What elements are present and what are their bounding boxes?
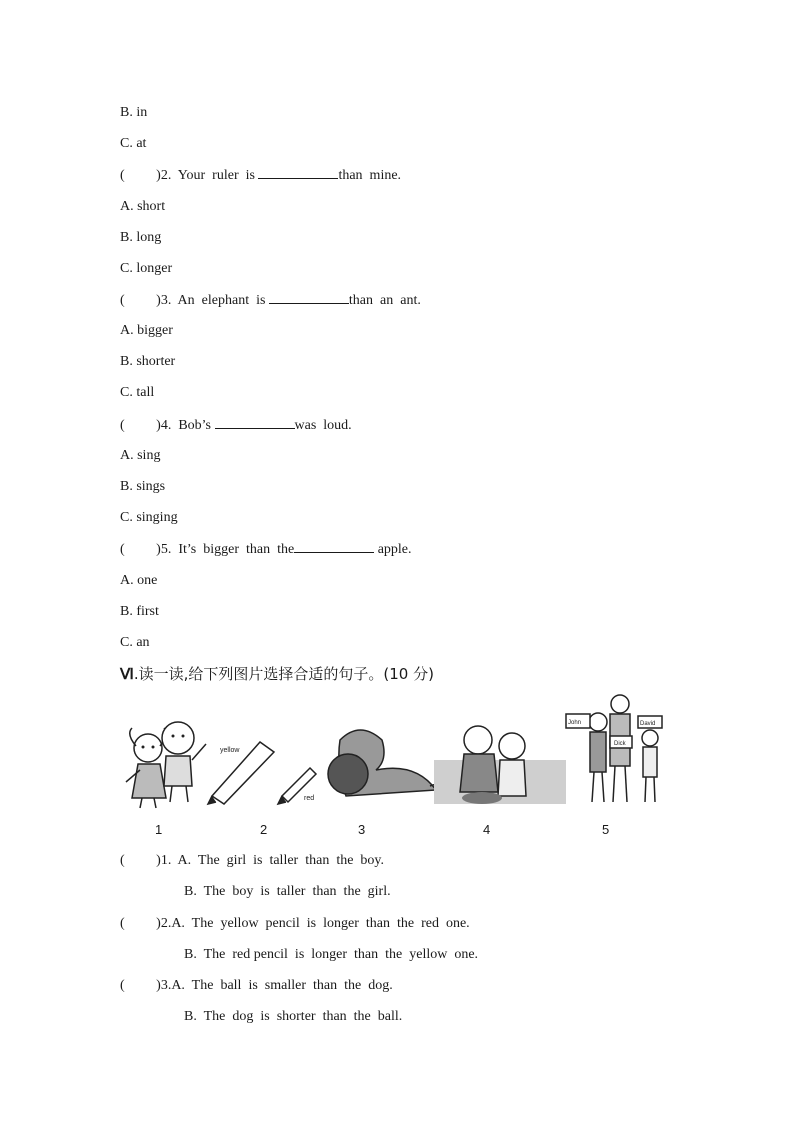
question-4 <box>120 416 352 435</box>
option-5b: B. first <box>120 604 159 619</box>
option-1b: B. in <box>120 105 148 120</box>
option-3a: A. bigger <box>120 323 173 338</box>
red-label: red <box>304 795 315 802</box>
dog-picture <box>328 730 450 796</box>
question-2 <box>120 166 401 185</box>
item-1-option-b: B. The boy is taller than the girl. <box>184 884 391 899</box>
david-label: David <box>640 721 656 727</box>
question-5-prefix: ( )5. It’s bigger than the <box>120 542 295 557</box>
option-5a: A. one <box>120 573 158 588</box>
question-4-suffix: was loud. <box>294 418 352 433</box>
question-3-suffix: than an ant. <box>348 293 421 308</box>
yellow-label: yellow <box>220 747 240 754</box>
picture-number: 3 <box>358 822 366 837</box>
item-3-option-b: B. The dog is shorter than the ball. <box>184 1009 403 1024</box>
answer-blank[interactable] <box>258 166 338 179</box>
option-4c: C. singing <box>120 510 178 525</box>
item-3-option-a: ( )3.A. The ball is smaller than the dog. <box>120 978 393 993</box>
option-2c: C. longer <box>120 261 173 276</box>
question-3-prefix: ( )3. An elephant is <box>120 293 269 308</box>
question-5-suffix: apple. <box>374 542 412 557</box>
answer-blank[interactable] <box>294 540 374 553</box>
signs-picture <box>566 695 662 802</box>
answer-blank[interactable] <box>215 416 295 429</box>
question-2-suffix: than mine. <box>338 168 402 183</box>
item-1-option-a: ( )1. A. The girl is taller than the boy. <box>120 853 385 868</box>
option-2a: A. short <box>120 199 166 214</box>
option-5c: C. an <box>120 635 150 650</box>
option-3c: C. tall <box>120 385 155 400</box>
option-4a: A. sing <box>120 448 161 463</box>
section-6-title: .读一读,给下列图片选择合适的句子。(10 分) <box>133 665 434 683</box>
dick-label: Dick <box>614 741 626 747</box>
section-6-roman: Ⅵ <box>120 667 134 683</box>
answer-blank[interactable] <box>269 291 349 304</box>
question-2-prefix: ( )2. Your ruler is <box>120 168 259 183</box>
question-3 <box>120 291 421 310</box>
question-5 <box>120 540 412 559</box>
picture-number: 1 <box>155 822 163 837</box>
option-1c: C. at <box>120 136 147 151</box>
section-6-heading <box>120 664 434 685</box>
john-label: John <box>568 720 582 726</box>
option-3b: B. shorter <box>120 354 176 369</box>
kids-picture <box>126 722 206 808</box>
picture-strip <box>110 690 680 820</box>
picture-number: 2 <box>260 822 268 837</box>
item-2-option-a: ( )2.A. The yellow pencil is longer than the red one. <box>120 916 470 931</box>
pencils-picture <box>208 742 316 804</box>
question-4-prefix: ( )4. Bob’s <box>120 418 215 433</box>
brushing-picture <box>434 726 566 804</box>
picture-number: 5 <box>602 822 610 837</box>
picture-number: 4 <box>483 822 491 837</box>
option-2b: B. long <box>120 230 162 245</box>
option-4b: B. sings <box>120 479 166 494</box>
item-2-option-b: B. The red pencil is longer than the yellow one. <box>184 947 479 962</box>
